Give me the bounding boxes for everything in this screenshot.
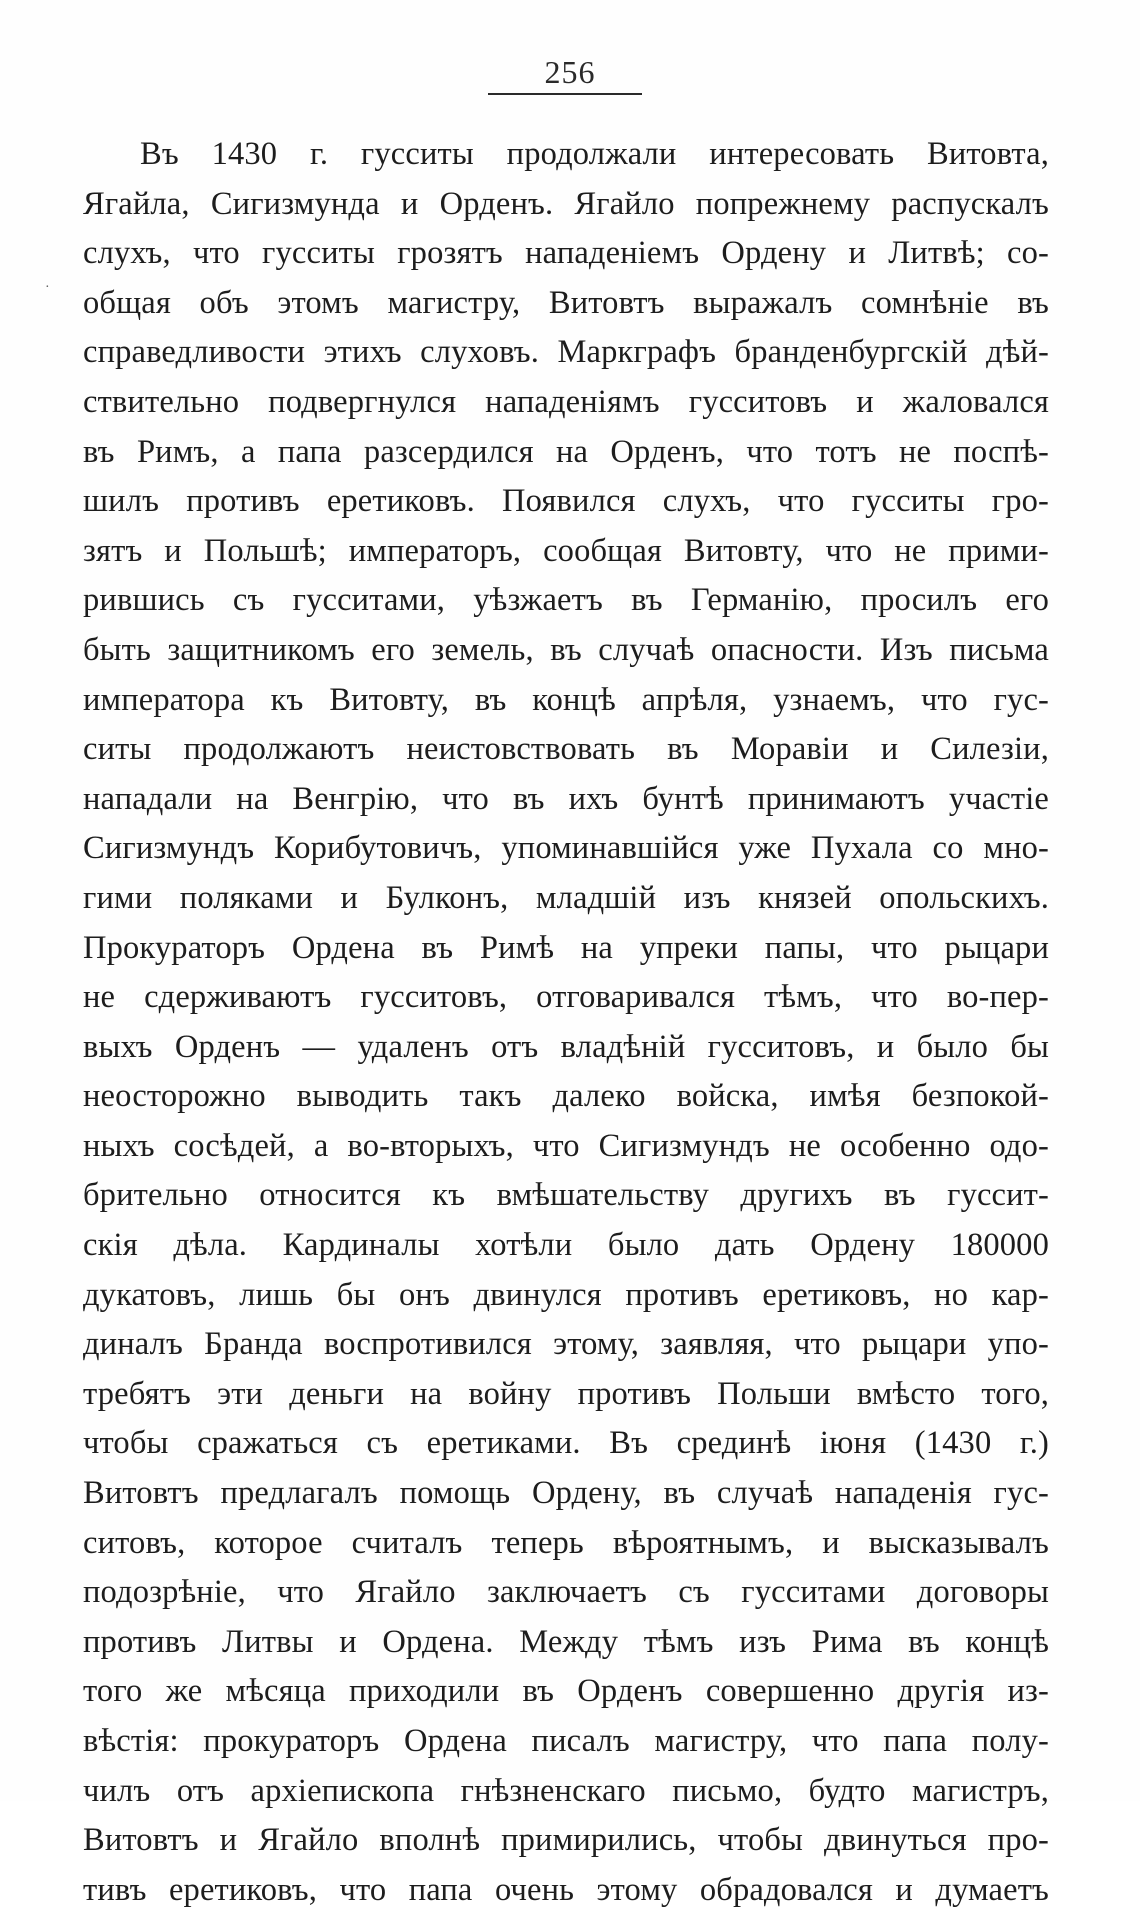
- text-line: подозрѣніе, что Ягайло заключаетъ съ гусситами договоры: [83, 1574, 1049, 1611]
- text-line: Прокураторъ Ордена въ Римѣ на упреки папы, что рыцари: [83, 929, 1049, 966]
- text-line: быть защитникомъ его земель, въ случаѣ опасности. Изъ письма: [83, 631, 1049, 668]
- text-line: общая объ этомъ магистру, Витовтъ выражалъ сомнѣніе въ: [83, 284, 1049, 321]
- text-line: ствительно подвергнулся нападеніямъ гусситовъ и жаловался: [83, 383, 1049, 420]
- page-number: 256: [544, 54, 596, 90]
- text-line: выхъ Орденъ — удаленъ отъ владѣній гусситовъ, и было бы: [83, 1028, 1049, 1065]
- text-line: нападали на Венгрію, что въ ихъ бунтѣ принимаютъ участіе: [83, 780, 1049, 817]
- text-line: Сигизмундъ Корибутовичъ, упоминавшійся уже Пухала со мно-: [83, 830, 1049, 867]
- text-line: чилъ отъ архіепископа гнѣзненскаго письмо, будто магистръ,: [83, 1772, 1049, 1809]
- text-line: тивъ еретиковъ, что папа очень этому обрадовался и думаетъ: [83, 1871, 1049, 1908]
- text-line: противъ Литвы и Ордена. Между тѣмъ изъ Рима въ концѣ: [83, 1623, 1049, 1660]
- text-line: гими поляками и Булконъ, младшій изъ князей опольскихъ.: [83, 879, 1049, 916]
- text-line: не сдерживаютъ гусситовъ, отговаривался тѣмъ, что во-пер-: [83, 979, 1049, 1016]
- text-line: ситовъ, которое считалъ теперь вѣроятнымъ, и высказывалъ: [83, 1524, 1049, 1561]
- text-line: въ Римъ, а папа разсердился на Орденъ, что тотъ не поспѣ-: [83, 433, 1049, 470]
- text-line: зятъ и Польшѣ; императоръ, сообщая Витовту, что не прими-: [83, 532, 1049, 569]
- text-line: ныхъ сосѣдей, а во-вторыхъ, что Сигизмундъ не особенно одо-: [83, 1127, 1049, 1164]
- text-line: чтобы сражаться съ еретиками. Въ срединѣ іюня (1430 г.): [83, 1425, 1049, 1462]
- body-text: [83, 130, 1049, 1915]
- text-line: Въ 1430 г. гусситы продолжали интересовать Витовта,: [140, 136, 1049, 172]
- text-line: диналъ Бранда воспротивился этому, заявляя, что рыцари упо-: [83, 1326, 1049, 1363]
- text-line: императора къ Витовту, въ концѣ апрѣля, узнаемъ, что гус-: [83, 681, 1049, 718]
- text-line: Витовтъ и Ягайло вполнѣ примирились, чтобы двинуться про-: [83, 1822, 1049, 1859]
- text-line: неосторожно выводить такъ далеко войска, имѣя безпокой-: [83, 1078, 1049, 1115]
- text-line: Ягайла, Сигизмунда и Орденъ. Ягайло попрежнему распускалъ: [83, 185, 1049, 222]
- text-line: скія дѣла. Кардиналы хотѣли было дать Ордену 180000: [83, 1227, 1049, 1264]
- text-line: шилъ противъ еретиковъ. Появился слухъ, что гусситы гро-: [83, 483, 1049, 520]
- text-line: Витовтъ предлагалъ помощь Ордену, въ случаѣ нападенія гус-: [83, 1475, 1049, 1512]
- text-line: требятъ эти деньги на войну противъ Польши вмѣсто того,: [83, 1375, 1049, 1412]
- text-line: брительно относится къ вмѣшательству другихъ въ гусcит-: [83, 1177, 1049, 1214]
- text-line: вѣстія: прокураторъ Ордена писалъ магистру, что папа полу-: [83, 1723, 1049, 1759]
- header-rule: [488, 93, 642, 95]
- margin-mark: ·: [45, 280, 50, 295]
- text-line: слухъ, что гусситы грозятъ нападеніемъ Ордену и Литвѣ; со-: [83, 235, 1049, 272]
- text-line: справедливости этихъ слуховъ. Маркграфъ бранденбургскій дѣй-: [83, 334, 1049, 371]
- text-line: ситы продолжаютъ неистовствовать въ Моравіи и Силезіи,: [83, 731, 1049, 768]
- text-line: дукатовъ, лишь бы онъ двинулся противъ еретиковъ, но кар-: [83, 1276, 1049, 1313]
- text-line: того же мѣсяца приходили въ Орденъ совершенно другія из-: [83, 1673, 1049, 1710]
- text-line: рившись съ гусситами, уѣзжаетъ въ Германію, просилъ его: [83, 582, 1049, 619]
